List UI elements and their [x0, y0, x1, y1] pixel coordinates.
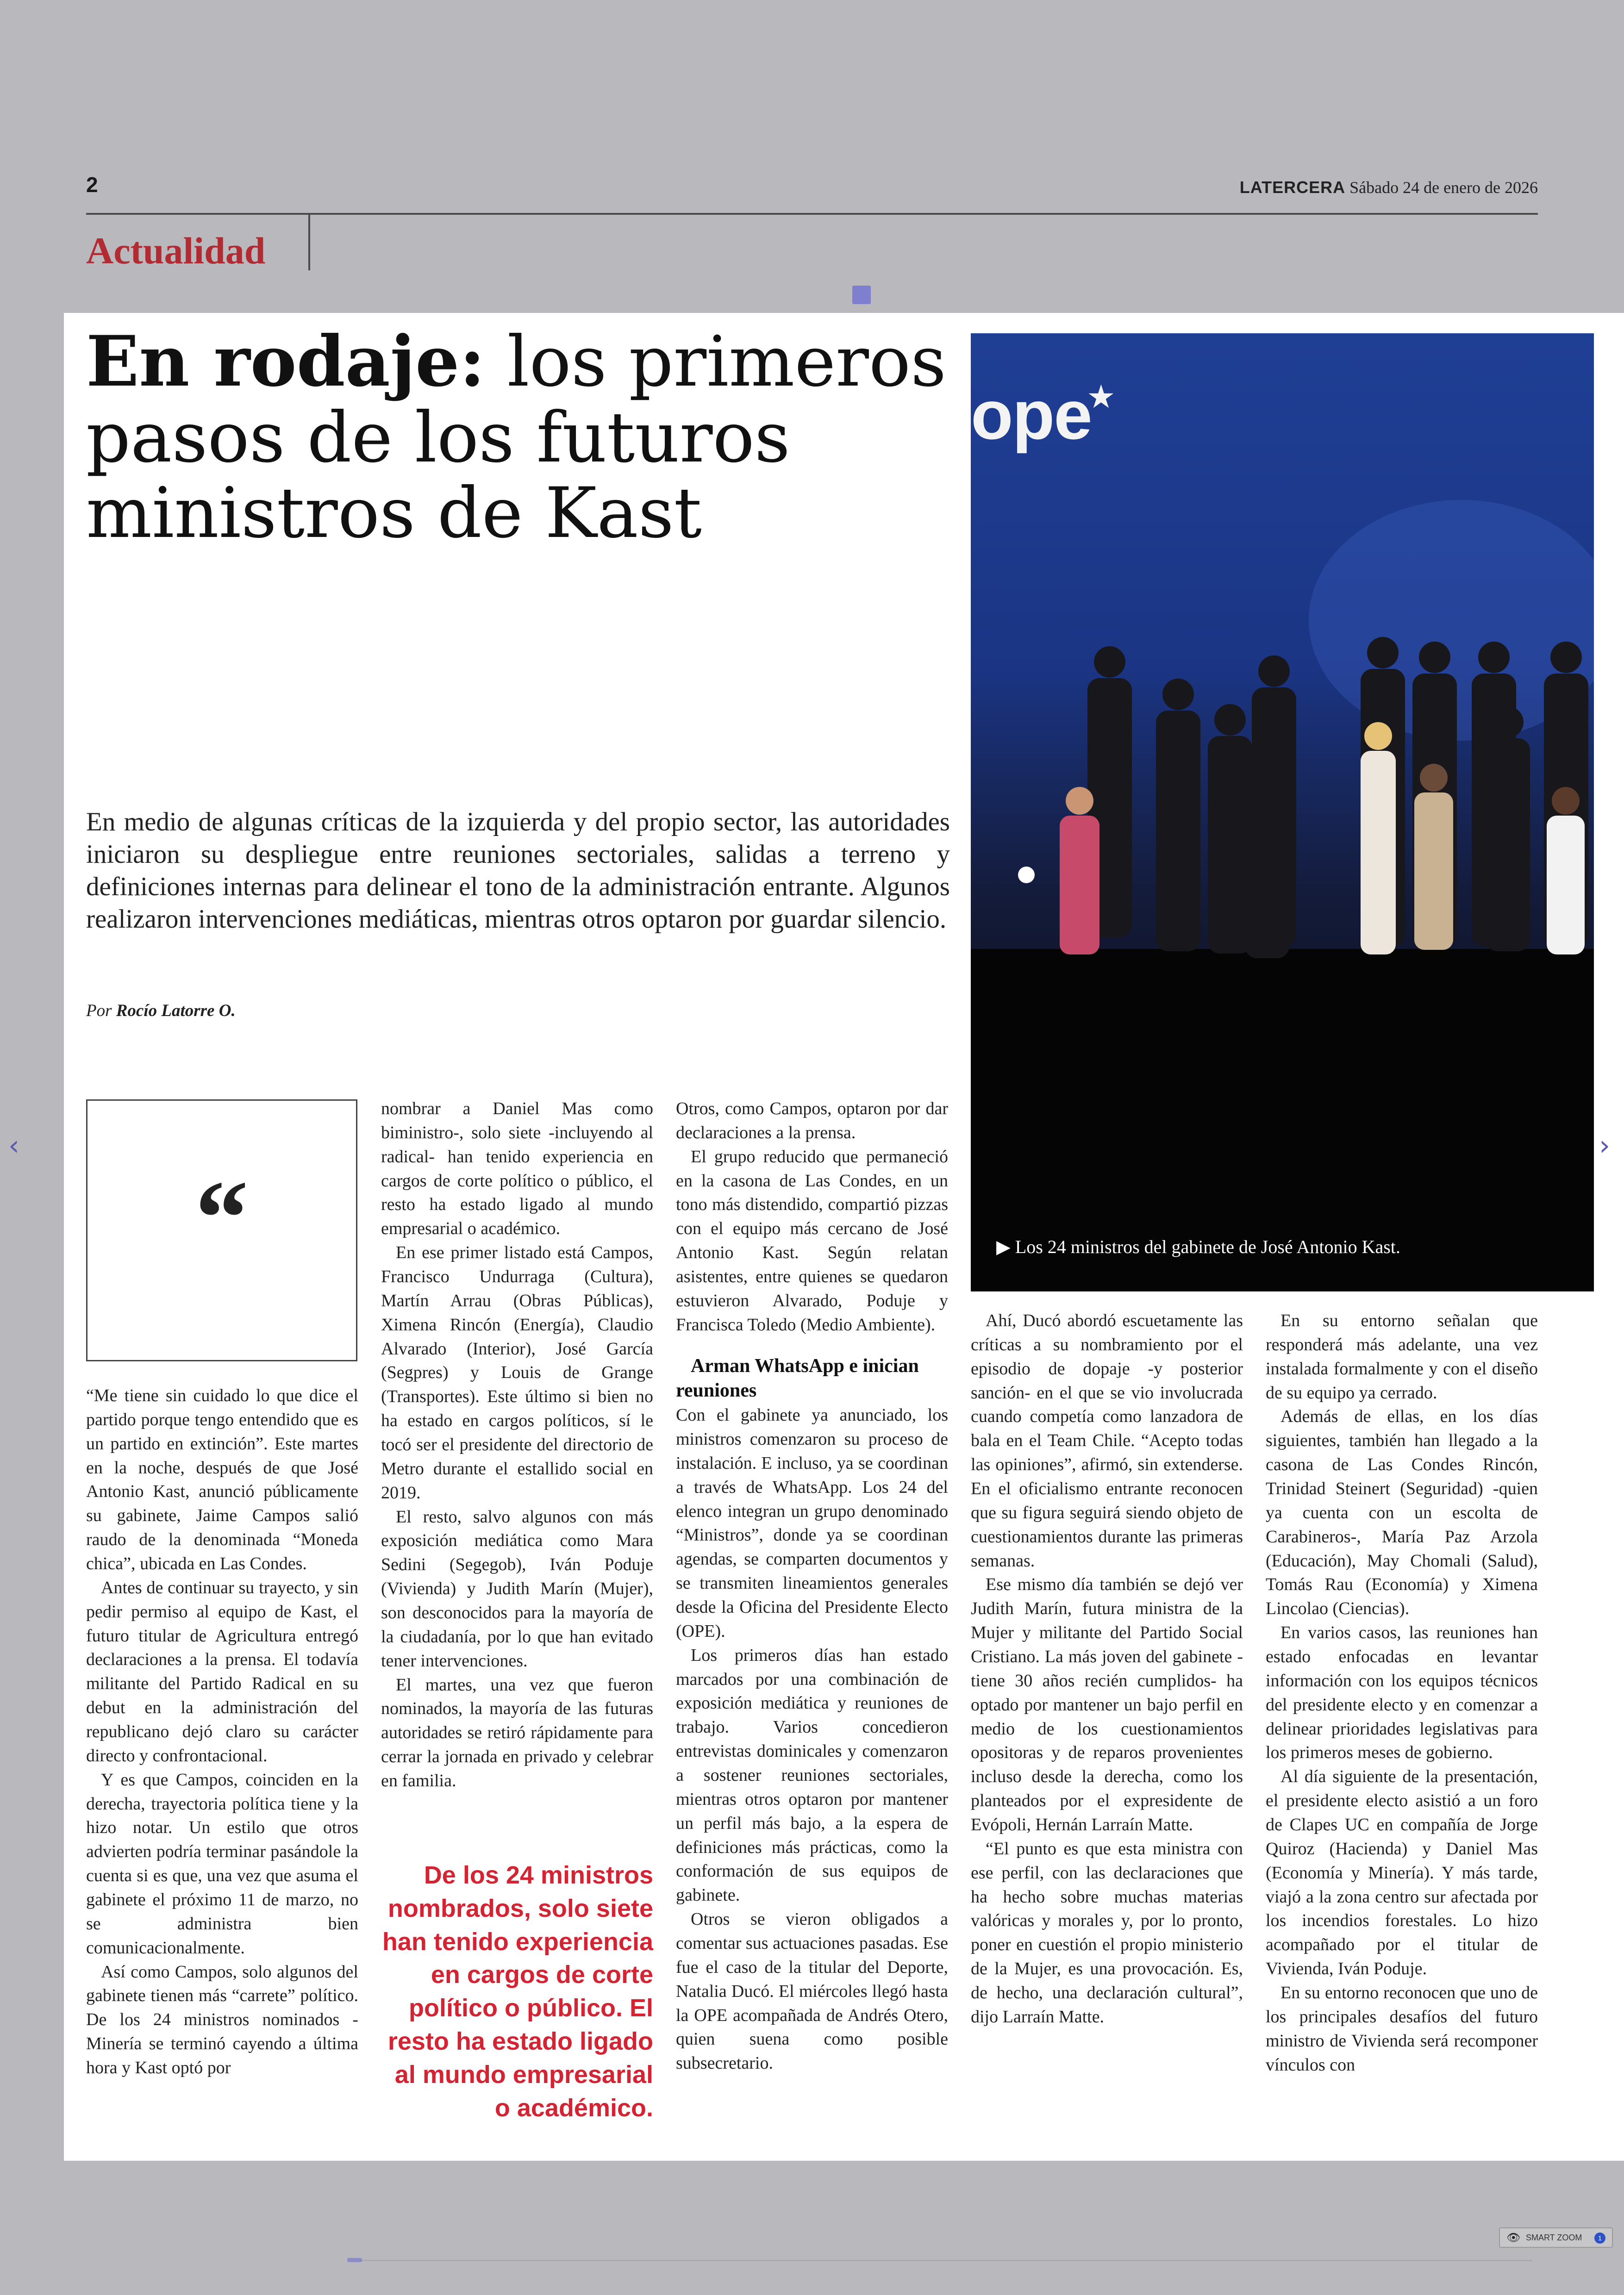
pull-quote: De los 24 ministros nombrados, solo siete han tenido experiencia en cargos de corte político o público. El resto ha estado ligado al mundo empresarial o académico.	[382, 1861, 653, 2122]
article-marker-icon[interactable]	[852, 286, 871, 304]
column-3	[676, 1097, 948, 2076]
paragraph: Al día siguiente de la presentación, el presidente electo asistió a un foro de Clapes UC en compañía de Jorge Quiroz (Hacienda) y Daniel Mas (Economía y Minería). Y más tarde, viajó a la zona centro sur afectada por los incendios forestales. Lo hizo acompañado por el titular de Vivienda, Iván Poduje.	[1266, 1767, 1538, 1979]
paragraph: Y es que Campos, coinciden en la derecha, trayectoria política tiene y la hizo notar. Un estilo que otros advierten podría terminar pasándole la cuenta si es que, una vez que asuma el gabinete el próximo 11 de marzo, no se administra bien comunicacionalmente.	[86, 1770, 358, 1958]
brand-name: LATERCERA	[1239, 178, 1346, 197]
column-4	[971, 1309, 1243, 2029]
paragraph: En ese primer listado está Campos, Francisco Undurraga (Cultura), Martín Arrau (Obras Públicas), Ximena Rincón (Energía), Claudio Alvarado (Interior), José García (Segpres) y Louis de Grange (Transportes). Este último si bien no ha estado en cargos políticos, sí le tocó ser el presidente del directorio de Metro durante el estallido social en 2019.	[381, 1243, 653, 1503]
paragraph: Ahí, Ducó abordó escuetamente las críticas a su nombramiento por el episodio de dopaje -y posterior sanción- en el que se vio involucrada cuando competía como lanzadora de bala en el Team Chile. “Acepto todas las opiniones”, afirmó, sin extenderse. En el oficialismo entrante reconocen que su figura seguirá siendo objeto de cuestionamientos durante las primeras semanas.	[971, 1311, 1243, 1571]
paragraph: nombrar a Daniel Mas como biministro-, solo siete -incluyendo al radical- han tenido experiencia en cargos de corte político o público, el resto ha estado ligado al mundo empresarial o académico.	[381, 1099, 653, 1239]
paragraph: Los primeros días han estado marcados por una combinación de exposición mediática y reuniones de trabajo. Varios concedieron entrevistas dominicales y comenzaron a sostener reuniones sectoriales, mientras otros optaron por mantener un perfil más bajo, a la espera de definiciones más prácticas, como la conformación de sus equipos de gabinete.	[676, 1645, 948, 1905]
next-page-chevron-icon[interactable]: ›	[1599, 1129, 1610, 1162]
paragraph: En varios casos, las reuniones han estado enfocadas en levantar información con los equipos técnicos del presidente electo y en comenzar a delinear prioridades legislativas para los primeros meses de gobierno.	[1266, 1623, 1538, 1763]
paragraph: El grupo reducido que permaneció en la casona de Las Condes, en un tono más distendido, compartió pizzas con el equipo más cercano de José Antonio Kast. Según relatan asistentes, entre quienes se quedaron estuvieron Alvarado, Poduje y Francisca Toledo (Medio Ambiente).	[676, 1147, 948, 1335]
paragraph: En su entorno reconocen que uno de los principales desafíos del futuro ministro de Vivienda será recomponer vínculos con	[1266, 1983, 1538, 2075]
paragraph: El resto, salvo algunos con más exposición mediática como Mara Sedini (Segegob), Iván Poduje (Vivienda) y Judith Marín (Mujer), son desconocidos para la mayoría de la ciudadanía, por lo que han evitado tener intervenciones.	[381, 1507, 653, 1671]
quote-box	[86, 1099, 357, 1361]
column-2	[381, 1097, 653, 1793]
paragraph: Con el gabinete ya anunciado, los ministros comenzaron su proceso de instalación. E incluso, ya se coordinan a través de WhatsApp. Los 24 del elenco integran un grupo denominado “Ministros”, donde ya se coordinan agendas, se comparten documentos y se transmiten lineamientos generales desde la Oficina del Presidente Electo (OPE).	[676, 1405, 948, 1641]
eye-icon: 👁	[1506, 2231, 1521, 2244]
issue-date: Sábado 24 de enero de 2026	[1349, 178, 1538, 197]
quote-mark-icon: “	[195, 1159, 249, 1277]
paragraph: Así como Campos, solo algunos del gabinete tienen más “carrete” político. De los 24 ministros nominados -Minería se terminó cayendo a última hora y Kast optó por	[86, 1962, 358, 2078]
headline	[86, 321, 966, 554]
smart-zoom-label: SMART ZOOM	[1526, 2233, 1582, 2242]
photo-caption: ▶ Los 24 ministros del gabinete de José Antonio Kast.	[996, 1236, 1400, 1257]
paragraph: Otros se vieron obligados a comentar sus actuaciones pasadas. Ese fue el caso de la titular del Deporte, Natalia Ducó. El miércoles llegó hasta la OPE acompañada de Andrés Otero, quien suena como posible subsecretario.	[676, 1909, 948, 2073]
headline-bold: En rodaje:	[86, 321, 485, 402]
section-title: Actualidad	[86, 230, 266, 272]
column-1	[86, 1384, 358, 2080]
photo-scene	[971, 333, 1594, 1291]
subheading: Arman WhatsApp e inician reuniones	[676, 1355, 919, 1402]
star-icon: ★	[1087, 378, 1116, 416]
scrollbar-thumb[interactable]	[347, 2258, 362, 2262]
smart-zoom-button[interactable]	[1499, 2227, 1613, 2248]
lead-photo[interactable]	[971, 333, 1594, 1291]
paragraph: Antes de continuar su trayecto, y sin pedir permiso al equipo de Kast, el futuro titular de Agricultura entregó declaraciones a la prensa. El todavía militante del Partido Radical en su debut en la administración del republicano dejó claro su carácter directo y confrontacional.	[86, 1578, 358, 1765]
page-number: 2	[86, 173, 98, 197]
paragraph: Ese mismo día también se dejó ver Judith Marín, futura ministra de la Mujer y militante del Partido Social Cristiano. La más joven del gabinete -tiene 30 años recién cumplidos- ha optado por mantener un bajo perfil en medio de los cuestionamientos opositoras y de reparos provenientes incluso desde la derecha, como los planteados por el expresidente de Evópoli, Hernán Larraín Matte.	[971, 1575, 1243, 1835]
paragraph: Otros, como Campos, optaron por dar declaraciones a la prensa.	[676, 1099, 948, 1142]
page-scrollbar[interactable]	[347, 2260, 1532, 2261]
header-rule	[86, 213, 1538, 215]
article-deck: En medio de algunas críticas de la izquierda y del propio sector, las autoridades iniciaron su despliegue entre reuniones sectoriales, salidas a terreno y definiciones internas para delinear el tono de la administración entrante. Algunos realizaron intervenciones mediáticas, mientras otros optaron por guardar silencio.	[86, 807, 950, 934]
ope-logo: ope	[971, 376, 1092, 454]
byline-author: Rocío Latorre O.	[116, 1001, 236, 1020]
paragraph: En su entorno señalan que responderá más adelante, una vez instalada formalmente y con el diseño de su equipo ya cerrado.	[1266, 1311, 1538, 1403]
byline: Por Rocío Latorre O.	[86, 1001, 236, 1020]
section-divider	[308, 215, 310, 270]
paragraph: “Me tiene sin cuidado lo que dice el partido porque tengo entendido que es un partido en extinción”. Este martes en la noche, después de que José Antonio Kast, anunció públicamente su gabinete, Jaime Campos salió raudo de la denominada “Moneda chica”, ubicada en Las Condes.	[86, 1386, 358, 1574]
previous-page-chevron-icon[interactable]: ‹	[8, 1129, 19, 1162]
masthead	[1240, 178, 1538, 197]
paragraph: “El punto es que esta ministra con ese perfil, con las declaraciones que ha hecho sobre muchas materias valóricas y morales y, por lo pronto, poner en cuestión el propio ministerio de la Mujer, es una provocación. Es, de hecho, una declaración cultural”, dijo Larraín Matte.	[971, 1839, 1243, 2027]
paragraph: Además de ellas, en los días siguientes, también han llegado a la casona de Las Condes Rincón, Trinidad Steinert (Seguridad) -quien ya cuenta con un escolta de Carabineros-, María Paz Arzola (Educación), May Chomali (Salud), Tomás Rau (Economía) y Ximena Lincolao (Ciencias).	[1266, 1407, 1538, 1619]
column-5	[1266, 1309, 1538, 2077]
paragraph: El martes, una vez que fueron nominados, la mayoría de las futuras autoridades se retiró rápidamente para cerrar la jornada en privado y celebrar en familia.	[381, 1675, 653, 1791]
smart-zoom-badge: 1	[1594, 2233, 1605, 2244]
headline-rest: los primeros pasos de los futuros ministros de Kast	[86, 322, 947, 554]
